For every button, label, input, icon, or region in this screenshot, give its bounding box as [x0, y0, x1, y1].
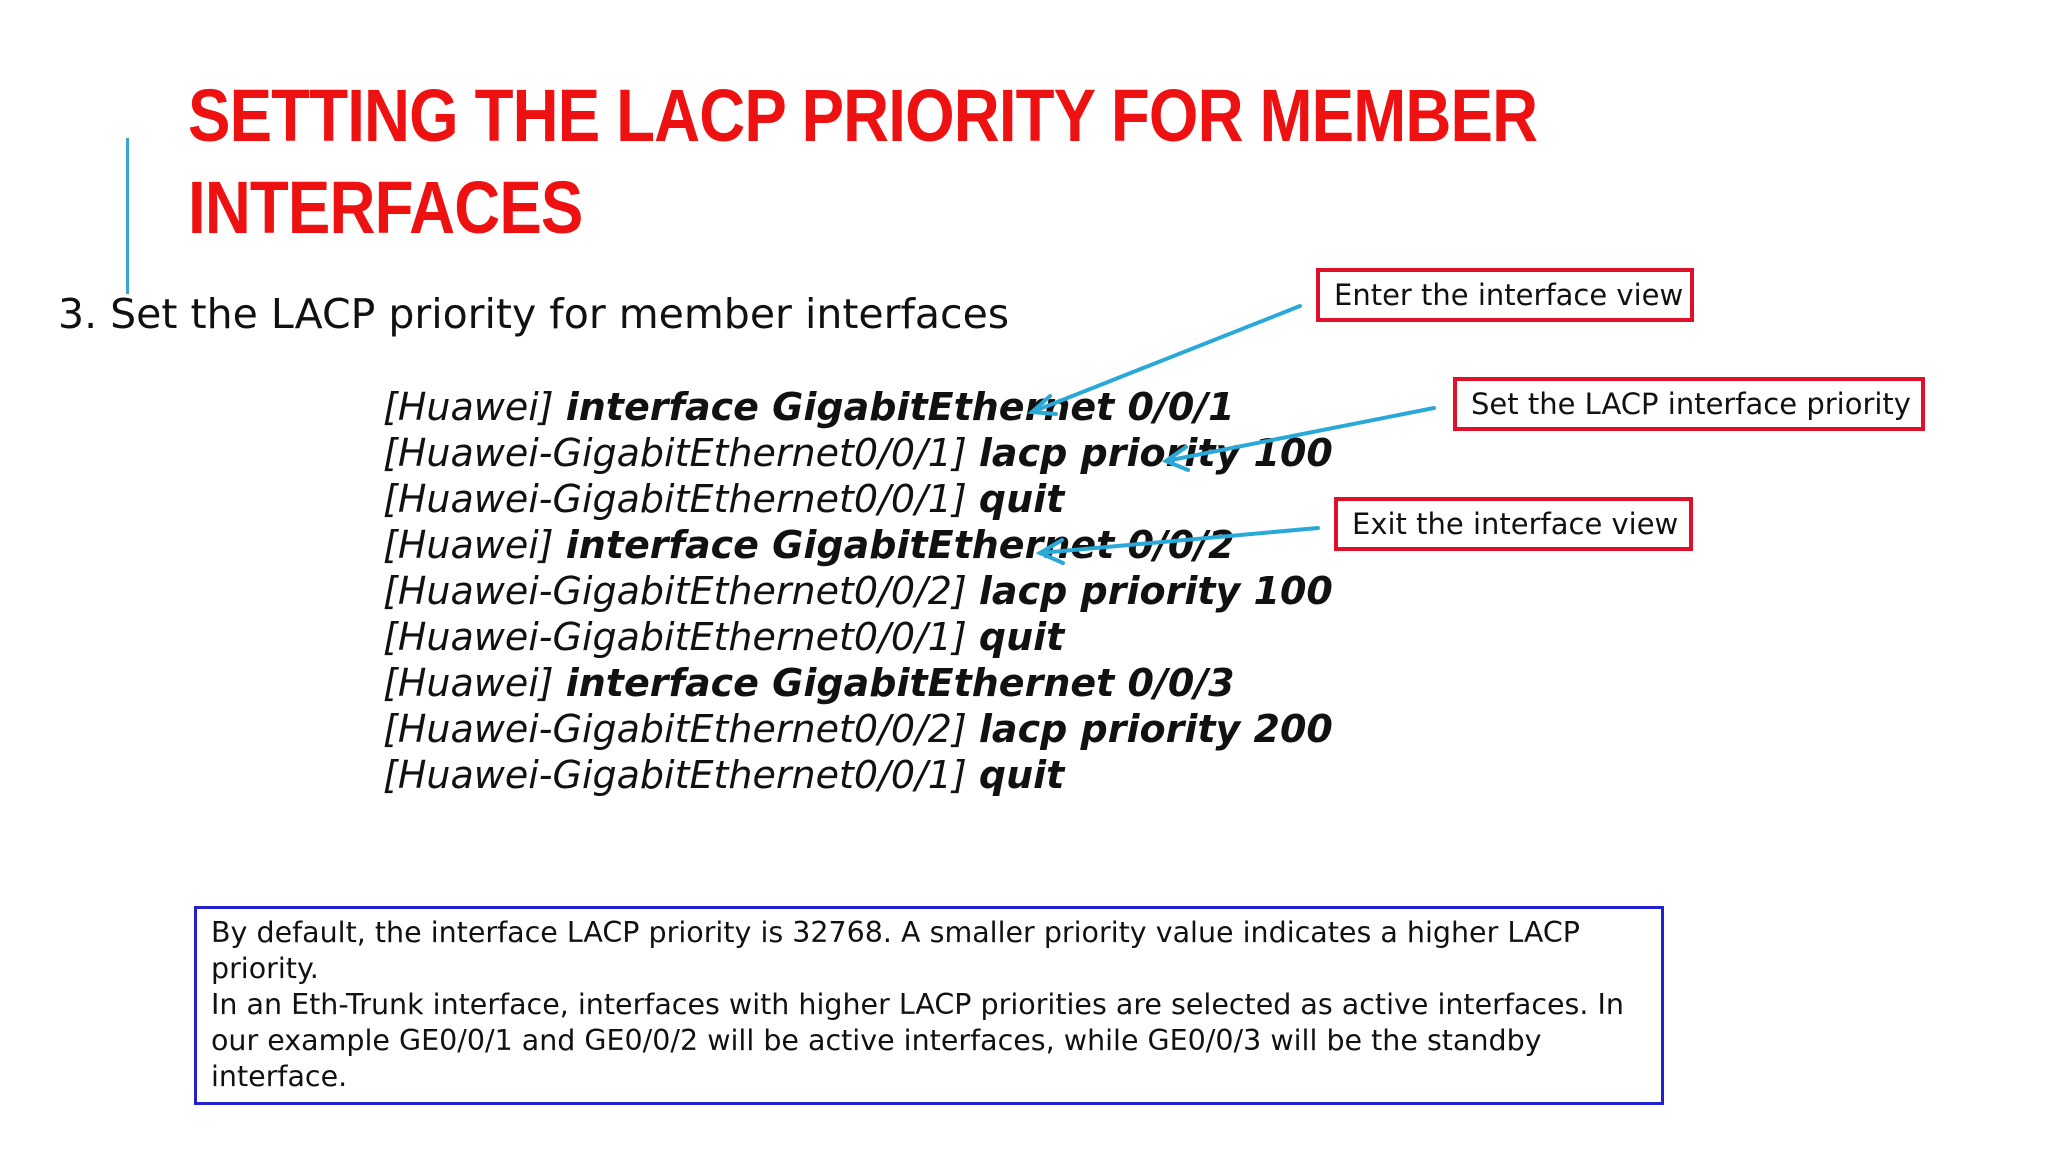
command-line [383, 430, 1333, 476]
command-prompt: [Huawei] [383, 385, 554, 429]
step-heading: 3. Set the LACP priority for member interfaces [58, 290, 1010, 338]
command-prompt: [Huawei-GigabitEthernet0/0/2] [383, 569, 967, 613]
command-line [383, 522, 1333, 568]
callout-label: Set the LACP interface priority [1471, 387, 1911, 421]
callout-enter-interface-view [1316, 268, 1694, 322]
command-line [383, 706, 1333, 752]
title-accent-rule [126, 138, 129, 294]
slide-title-line-2: INTERFACES [188, 166, 583, 249]
command-text: lacp priority 100 [978, 569, 1333, 613]
command-line [383, 752, 1333, 798]
command-line [383, 660, 1333, 706]
callout-set-lacp-priority [1453, 377, 1925, 431]
callout-exit-interface-view [1334, 497, 1693, 551]
command-prompt: [Huawei] [383, 523, 554, 567]
command-prompt: [Huawei-GigabitEthernet0/0/1] [383, 477, 967, 521]
command-prompt: [Huawei-GigabitEthernet0/0/1] [383, 615, 967, 659]
command-text: quit [978, 477, 1065, 521]
command-text: lacp priority 200 [978, 707, 1333, 751]
callout-label: Enter the interface view [1334, 278, 1684, 312]
command-text: quit [978, 615, 1065, 659]
command-line [383, 384, 1333, 430]
command-text: interface GigabitEthernet 0/0/2 [565, 523, 1235, 567]
command-prompt: [Huawei] [383, 661, 554, 705]
callout-label: Exit the interface view [1352, 507, 1679, 541]
command-prompt: [Huawei-GigabitEthernet0/0/2] [383, 707, 967, 751]
slide-title-line-1: SETTING THE LACP PRIORITY FOR MEMBER [188, 74, 1538, 157]
command-line [383, 614, 1333, 660]
command-prompt: [Huawei-GigabitEthernet0/0/1] [383, 753, 967, 797]
command-line [383, 568, 1333, 614]
command-line [383, 476, 1333, 522]
note-box [194, 906, 1664, 1105]
command-text: lacp priority 100 [978, 431, 1333, 475]
note-paragraph-default-priority: By default, the interface LACP priority is 32768. A smaller priority value indicates a higher LACP priority. [211, 916, 1580, 985]
note-paragraph-active-interfaces: In an Eth-Trunk interface, interfaces with higher LACP priorities are selected as active interfaces. In our example GE0/0/1 and GE0/0/2 will be active interfaces, while GE0/0/3 will be the standby interface. [211, 988, 1624, 1093]
command-listing [383, 384, 1333, 798]
command-text: interface GigabitEthernet 0/0/3 [565, 661, 1235, 705]
slide-title [188, 70, 1650, 254]
command-text: quit [978, 753, 1065, 797]
command-text: interface GigabitEthernet 0/0/1 [565, 385, 1235, 429]
command-prompt: [Huawei-GigabitEthernet0/0/1] [383, 431, 967, 475]
